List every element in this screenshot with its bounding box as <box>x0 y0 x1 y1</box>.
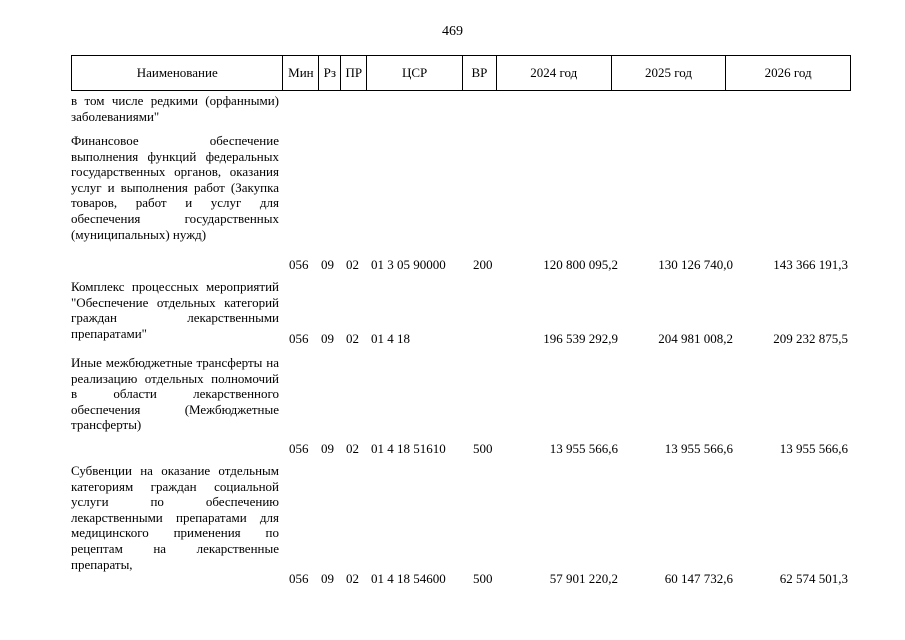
row-2025: 60 147 732,6 <box>664 571 733 587</box>
row-rz: 09 <box>321 331 334 347</box>
table-row <box>71 93 851 125</box>
row-2024: 196 539 292,9 <box>543 331 618 347</box>
row-2024: 120 800 095,2 <box>543 257 618 273</box>
row-2026: 143 366 191,3 <box>773 257 848 273</box>
row-2024: 57 901 220,2 <box>549 571 618 587</box>
row-2025: 204 981 008,2 <box>658 331 733 347</box>
table-header <box>71 55 851 91</box>
header-vr: ВР <box>463 56 497 90</box>
row-2025: 130 126 740,0 <box>658 257 733 273</box>
header-2025: 2025 год <box>612 56 727 90</box>
row-rz: 09 <box>321 441 334 457</box>
row-min: 056 <box>289 331 309 347</box>
header-2026: 2026 год <box>764 65 812 80</box>
row-2026: 62 574 501,3 <box>779 571 848 587</box>
table-row <box>71 133 851 273</box>
row-2026: 13 955 566,6 <box>779 441 848 457</box>
row-min: 056 <box>289 571 309 587</box>
row-pr: 02 <box>346 331 359 347</box>
header-pr: ПР <box>341 56 367 90</box>
row-rz: 09 <box>321 571 334 587</box>
row-pr: 02 <box>346 441 359 457</box>
row-csr: 01 4 18 51610 <box>371 441 446 457</box>
header-min: Мин <box>283 56 319 90</box>
row-name: Иные межбюджетные трансферты на реализацию отдельных полномочий в области лекарственного обеспечения (Межбюджетные трансферты) <box>71 355 279 433</box>
row-rz: 09 <box>321 257 334 273</box>
row-csr: 01 4 18 <box>371 331 410 347</box>
row-csr: 01 4 18 54600 <box>371 571 446 587</box>
page-number: 469 <box>442 24 463 39</box>
header-csr: ЦСР <box>367 56 463 90</box>
row-min: 056 <box>289 257 309 273</box>
table-row <box>71 355 851 457</box>
row-pr: 02 <box>346 571 359 587</box>
row-name: Субвенции на оказание отдельным категориям граждан социальной услуги по обеспечению лекарственными препаратами для медицинского применения по рецептам на лекарственные препараты, <box>71 463 279 572</box>
header-rz: Рз <box>319 56 341 90</box>
row-name: Комплекс процессных мероприятий "Обеспечение отдельных категорий граждан лекарственными препаратами" <box>71 279 279 341</box>
table-row <box>71 463 851 587</box>
row-vr: 500 <box>473 441 493 457</box>
header-name: Наименование <box>72 56 283 90</box>
row-2026: 209 232 875,5 <box>773 331 848 347</box>
row-vr: 500 <box>473 571 493 587</box>
row-vr: 200 <box>473 257 493 273</box>
header-2024: 2024 год <box>497 56 612 90</box>
row-csr: 01 3 05 90000 <box>371 257 446 273</box>
row-min: 056 <box>289 441 309 457</box>
row-name: в том числе редкими (орфанными) заболеваниями" <box>71 93 279 124</box>
row-2024: 13 955 566,6 <box>549 441 618 457</box>
row-name: Финансовое обеспечение выполнения функций федеральных государственных органов, оказания услуг и выполнения работ (Закупка товаров, работ и услуг для обеспечения государственных (муниципальных) нужд) <box>71 133 279 242</box>
row-pr: 02 <box>346 257 359 273</box>
table-row <box>71 279 851 347</box>
row-2025: 13 955 566,6 <box>664 441 733 457</box>
